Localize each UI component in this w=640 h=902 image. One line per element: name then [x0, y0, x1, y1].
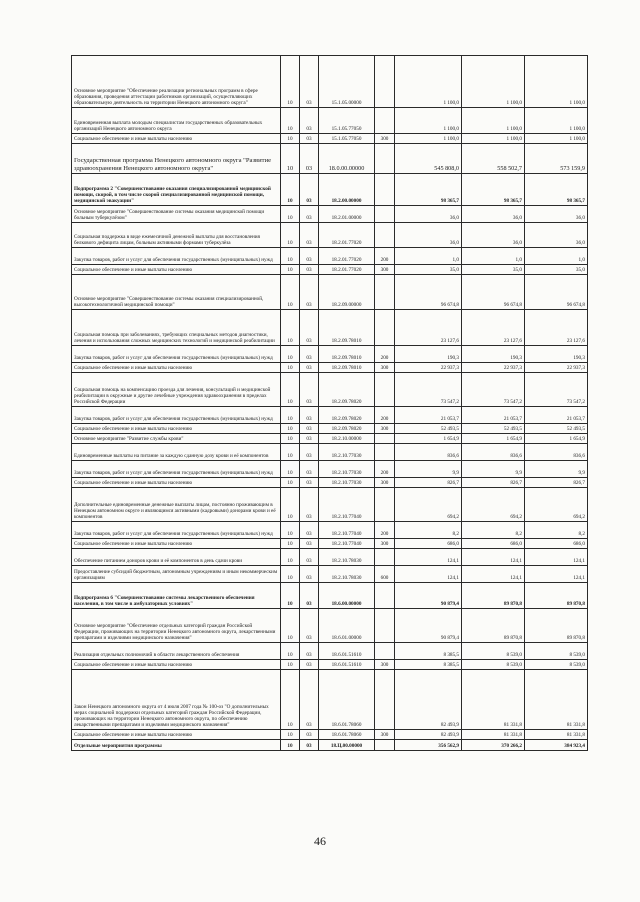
amount-year-2: 36,0 — [462, 206, 525, 223]
subsection-code: 03 — [300, 174, 319, 206]
amount-year-3: 694,2 — [525, 488, 588, 522]
amount-year-1: 1,0 — [395, 248, 462, 265]
amount-year-3: 52 493,5 — [525, 424, 588, 434]
target-article-code: 18.2.09.78010 — [319, 363, 375, 373]
subsection-code: 03 — [300, 265, 319, 275]
section-code: 10 — [281, 660, 300, 670]
section-code: 10 — [281, 549, 300, 566]
amount-year-3: 22 937,3 — [525, 363, 588, 373]
subsection-code: 03 — [300, 539, 319, 549]
expense-type-code — [375, 740, 395, 751]
amount-year-2: 190,3 — [462, 346, 525, 363]
table-row — [72, 223, 588, 248]
amount-year-3: 36,0 — [525, 206, 588, 223]
subsection-code: 03 — [300, 549, 319, 566]
table-row — [72, 488, 588, 522]
table-row — [72, 660, 588, 670]
table-row — [72, 144, 588, 174]
target-article-code: 15.1.05.77050 — [319, 108, 375, 134]
amount-year-3: 81 331,8 — [525, 730, 588, 740]
amount-year-2: 89 870,8 — [462, 609, 525, 643]
section-code: 10 — [281, 56, 300, 108]
expense-type-code — [375, 609, 395, 643]
amount-year-2: 826,7 — [462, 478, 525, 488]
amount-year-1: 1 100,0 — [395, 56, 462, 108]
amount-year-3: 8 539,0 — [525, 660, 588, 670]
row-description: Социальное обеспечение и иные выплаты населению — [72, 134, 281, 144]
row-description: Реализация отдельных полномочий в области лекарственного обеспечения — [72, 643, 281, 660]
table-row — [72, 444, 588, 461]
section-code: 10 — [281, 275, 300, 310]
expense-type-code — [375, 643, 395, 660]
target-article-code: 18.2.10.77030 — [319, 461, 375, 478]
subsection-code: 03 — [300, 248, 319, 265]
expense-type-code: 200 — [375, 407, 395, 424]
subsection-code: 03 — [300, 444, 319, 461]
target-article-code: 18.2.10.77040 — [319, 539, 375, 549]
section-code: 10 — [281, 424, 300, 434]
amount-year-3: 96 674,8 — [525, 275, 588, 310]
target-article-code: 18.2.09.78010 — [319, 310, 375, 346]
table-row — [72, 363, 588, 373]
amount-year-2: 9,9 — [462, 461, 525, 478]
amount-year-2: 8 539,0 — [462, 660, 525, 670]
section-code: 10 — [281, 609, 300, 643]
expense-type-code: 600 — [375, 566, 395, 583]
row-description: Социальное обеспечение и иные выплаты населению — [72, 730, 281, 740]
amount-year-3: 190,3 — [525, 346, 588, 363]
table-row — [72, 434, 588, 444]
table-row — [72, 174, 588, 206]
table-row — [72, 643, 588, 660]
amount-year-2: 370 266,2 — [462, 740, 525, 751]
subsection-code: 03 — [300, 434, 319, 444]
amount-year-1: 82 493,9 — [395, 730, 462, 740]
amount-year-3: 1 654,9 — [525, 434, 588, 444]
amount-year-1: 23 127,6 — [395, 310, 462, 346]
amount-year-1: 52 493,5 — [395, 424, 462, 434]
amount-year-2: 1 654,9 — [462, 434, 525, 444]
amount-year-2: 73 547,2 — [462, 373, 525, 407]
amount-year-3: 8 539,0 — [525, 643, 588, 660]
amount-year-3: 686,0 — [525, 539, 588, 549]
amount-year-1: 98 365,7 — [395, 174, 462, 206]
amount-year-1: 36,0 — [395, 206, 462, 223]
amount-year-3: 36,0 — [525, 223, 588, 248]
row-description: Социальное обеспечение и иные выплаты населению — [72, 265, 281, 275]
expense-type-code — [375, 174, 395, 206]
table-row — [72, 346, 588, 363]
row-description: Социальное обеспечение и иные выплаты населению — [72, 363, 281, 373]
expense-type-code — [375, 549, 395, 566]
amount-year-1: 22 937,3 — [395, 363, 462, 373]
amount-year-3: 1 100,0 — [525, 134, 588, 144]
row-description: Закупка товаров, работ и услуг для обеспечения государственных (муниципальных) нужд — [72, 248, 281, 265]
target-article-code: 15.1.05.77050 — [319, 134, 375, 144]
section-code: 10 — [281, 407, 300, 424]
subsection-code: 03 — [300, 275, 319, 310]
subsection-code: 03 — [300, 478, 319, 488]
section-code: 10 — [281, 539, 300, 549]
section-code: 10 — [281, 434, 300, 444]
amount-year-2: 836,6 — [462, 444, 525, 461]
target-article-code: 18.2.01.77020 — [319, 265, 375, 275]
section-code: 10 — [281, 730, 300, 740]
table-row — [72, 609, 588, 643]
amount-year-3: 573 159,9 — [525, 144, 588, 174]
row-description: Единовременная выплата молодым специалистам государственных образовательных организаций Ненецкого автономного округа — [72, 108, 281, 134]
amount-year-1: 686,0 — [395, 539, 462, 549]
table-row — [72, 206, 588, 223]
amount-year-1: 21 053,7 — [395, 407, 462, 424]
amount-year-1: 1 100,0 — [395, 108, 462, 134]
target-article-code: 18.6.00.00000 — [319, 583, 375, 609]
amount-year-2: 81 331,8 — [462, 670, 525, 730]
expense-type-code — [375, 206, 395, 223]
amount-year-2: 22 937,3 — [462, 363, 525, 373]
amount-year-3: 1,0 — [525, 248, 588, 265]
amount-year-1: 8 385,5 — [395, 643, 462, 660]
expense-type-code — [375, 144, 395, 174]
expense-type-code: 300 — [375, 730, 395, 740]
target-article-code: 18.2.09.00000 — [319, 275, 375, 310]
expense-type-code: 300 — [375, 134, 395, 144]
table-row — [72, 670, 588, 730]
table-row — [72, 730, 588, 740]
section-code: 10 — [281, 174, 300, 206]
table-row — [72, 56, 588, 108]
amount-year-3: 124,1 — [525, 549, 588, 566]
row-description: Социальное обеспечение и иные выплаты населению — [72, 539, 281, 549]
section-code: 10 — [281, 373, 300, 407]
section-code: 10 — [281, 363, 300, 373]
subsection-code: 03 — [300, 461, 319, 478]
amount-year-1: 826,7 — [395, 478, 462, 488]
subsection-code: 03 — [300, 424, 319, 434]
section-code: 10 — [281, 444, 300, 461]
section-code: 10 — [281, 740, 300, 751]
target-article-code: 18.2.10.78030 — [319, 549, 375, 566]
row-description: Обеспечение питанием доноров крови и её компонентов в день сдачи крови — [72, 549, 281, 566]
row-description: Социальное обеспечение и иные выплаты населению — [72, 478, 281, 488]
amount-year-2: 124,1 — [462, 549, 525, 566]
amount-year-3: 23 127,6 — [525, 310, 588, 346]
target-article-code: 15.1.05.00000 — [319, 56, 375, 108]
amount-year-2: 558 502,7 — [462, 144, 525, 174]
row-description: Основное мероприятие "Обеспечение отдельных категорий граждан Российской Федерации, проживающих на территории Ненецкого автономного округа, лекарственными препаратами и изделиями медицинского назначения" — [72, 609, 281, 643]
subsection-code: 03 — [300, 346, 319, 363]
amount-year-2: 8 539,0 — [462, 643, 525, 660]
expense-type-code: 300 — [375, 265, 395, 275]
row-description: Социальная поддержка в виде ежемесячной денежной выплаты для восстановления белкового дефицита лицам, больным активными формами туберкулёза — [72, 223, 281, 248]
amount-year-3: 81 331,8 — [525, 670, 588, 730]
expense-type-code — [375, 434, 395, 444]
row-description: Социальная помощь при заболеваниях, требующих специальных методов диагностики, лечения и использования сложных медицинских технологий и медицинской реабилитации — [72, 310, 281, 346]
target-article-code: 18.2.10.77030 — [319, 478, 375, 488]
target-article-code: 18.2.09.78010 — [319, 346, 375, 363]
subsection-code: 03 — [300, 670, 319, 730]
row-description: Основное мероприятие "Совершенствование системы оказания специализированной, высокотехнологичной медицинской помощи" — [72, 275, 281, 310]
amount-year-1: 356 562,9 — [395, 740, 462, 751]
table-row — [72, 373, 588, 407]
amount-year-1: 73 547,2 — [395, 373, 462, 407]
amount-year-2: 21 053,7 — [462, 407, 525, 424]
target-article-code: 18.2.01.77020 — [319, 223, 375, 248]
table-row — [72, 424, 588, 434]
subsection-code: 03 — [300, 108, 319, 134]
target-article-code: 18.2.10.78030 — [319, 566, 375, 583]
subsection-code: 03 — [300, 373, 319, 407]
amount-year-2: 36,0 — [462, 223, 525, 248]
page-number: 46 — [314, 834, 326, 848]
section-code: 10 — [281, 134, 300, 144]
section-code: 10 — [281, 346, 300, 363]
row-description: Закупка товаров, работ и услуг для обеспечения государственных (муниципальных) нужд — [72, 346, 281, 363]
section-code: 10 — [281, 583, 300, 609]
section-code: 10 — [281, 566, 300, 583]
subsection-code: 03 — [300, 363, 319, 373]
expense-type-code — [375, 56, 395, 108]
amount-year-2: 52 493,5 — [462, 424, 525, 434]
amount-year-3: 35,0 — [525, 265, 588, 275]
amount-year-1: 190,3 — [395, 346, 462, 363]
amount-year-1: 694,2 — [395, 488, 462, 522]
subsection-code: 03 — [300, 583, 319, 609]
target-article-code: 18.2.00.00000 — [319, 174, 375, 206]
amount-year-1: 836,6 — [395, 444, 462, 461]
row-description: Отдельные мероприятия программы — [72, 740, 281, 751]
target-article-code: 18.2.09.78020 — [319, 424, 375, 434]
amount-year-3: 98 365,7 — [525, 174, 588, 206]
target-article-code: 18.2.10.77040 — [319, 522, 375, 539]
amount-year-2: 8,2 — [462, 522, 525, 539]
subsection-code: 03 — [300, 144, 319, 174]
subsection-code: 03 — [300, 740, 319, 751]
section-code: 10 — [281, 144, 300, 174]
expense-type-code: 200 — [375, 248, 395, 265]
budget-rows — [72, 56, 588, 751]
table-row — [72, 407, 588, 424]
subsection-code: 03 — [300, 730, 319, 740]
amount-year-2: 124,1 — [462, 566, 525, 583]
table-row — [72, 310, 588, 346]
subsection-code: 03 — [300, 407, 319, 424]
target-article-code: 18.2.09.78020 — [319, 373, 375, 407]
table-row — [72, 522, 588, 539]
amount-year-2: 694,2 — [462, 488, 525, 522]
subsection-code: 03 — [300, 609, 319, 643]
amount-year-3: 1 100,0 — [525, 108, 588, 134]
row-description: Предоставление субсидий бюджетным, автономным учреждениям и иным некоммерческим организациям — [72, 566, 281, 583]
budget-table — [71, 55, 588, 751]
subsection-code: 03 — [300, 643, 319, 660]
expense-type-code — [375, 108, 395, 134]
subsection-code: 03 — [300, 223, 319, 248]
amount-year-1: 90 879,4 — [395, 583, 462, 609]
expense-type-code — [375, 670, 395, 730]
amount-year-2: 89 870,8 — [462, 583, 525, 609]
section-code: 10 — [281, 643, 300, 660]
subsection-code: 03 — [300, 566, 319, 583]
amount-year-1: 36,0 — [395, 223, 462, 248]
amount-year-1: 82 493,9 — [395, 670, 462, 730]
table-row — [72, 583, 588, 609]
target-article-code: 18.Ц.00.00000 — [319, 740, 375, 751]
subsection-code: 03 — [300, 310, 319, 346]
table-row — [72, 478, 588, 488]
expense-type-code: 300 — [375, 660, 395, 670]
section-code: 10 — [281, 310, 300, 346]
section-code: 10 — [281, 478, 300, 488]
expense-type-code: 200 — [375, 461, 395, 478]
table-row — [72, 566, 588, 583]
section-code: 10 — [281, 206, 300, 223]
amount-year-3: 124,1 — [525, 566, 588, 583]
amount-year-3: 826,7 — [525, 478, 588, 488]
table-row — [72, 265, 588, 275]
amount-year-3: 836,6 — [525, 444, 588, 461]
amount-year-2: 1 100,0 — [462, 108, 525, 134]
amount-year-3: 9,9 — [525, 461, 588, 478]
target-article-code: 18.6.01.78060 — [319, 670, 375, 730]
row-description: Социальная помощь на компенсацию проезда для лечения, консультаций и медицинской реабилитации в окружные и другие лечебные учреждения здравоохранения в пределах Российской Федерации — [72, 373, 281, 407]
target-article-code: 18.6.01.78060 — [319, 730, 375, 740]
expense-type-code — [375, 275, 395, 310]
section-code: 10 — [281, 670, 300, 730]
section-code: 10 — [281, 248, 300, 265]
row-description: Основное мероприятие "Обеспечение реализации региональных программ в сфере образования, проведения аттестации работников организаций, осуществляющих образовательную деятельность на территории Ненецкого автономного округа" — [72, 56, 281, 108]
subsection-code: 03 — [300, 660, 319, 670]
amount-year-1: 124,1 — [395, 549, 462, 566]
expense-type-code: 200 — [375, 522, 395, 539]
section-code: 10 — [281, 522, 300, 539]
amount-year-3: 89 870,8 — [525, 583, 588, 609]
table-row — [72, 248, 588, 265]
section-code: 10 — [281, 461, 300, 478]
expense-type-code: 300 — [375, 363, 395, 373]
table-row — [72, 740, 588, 751]
amount-year-1: 90 879,4 — [395, 609, 462, 643]
row-description: Закупка товаров, работ и услуг для обеспечения государственных (муниципальных) нужд — [72, 522, 281, 539]
expense-type-code: 300 — [375, 539, 395, 549]
expense-type-code — [375, 444, 395, 461]
amount-year-1: 8 385,5 — [395, 660, 462, 670]
amount-year-2: 686,0 — [462, 539, 525, 549]
target-article-code: 18.2.10.00000 — [319, 434, 375, 444]
row-description: Закон Ненецкого автономного округа от 4 июля 2007 года № 100-оз "О дополнительных мерах социальной поддержки отдельных категорий граждан Российской Федерации, проживающих на территории Ненецкого автономного округа, по обеспечению лекарственными препаратами и изделиями медицинского назначения" — [72, 670, 281, 730]
amount-year-3: 89 870,8 — [525, 609, 588, 643]
budget-sheet — [71, 55, 587, 751]
subsection-code: 03 — [300, 56, 319, 108]
amount-year-2: 23 127,6 — [462, 310, 525, 346]
amount-year-1: 1 100,0 — [395, 134, 462, 144]
table-row — [72, 549, 588, 566]
target-article-code: 18.2.10.77040 — [319, 488, 375, 522]
expense-type-code — [375, 488, 395, 522]
section-code: 10 — [281, 265, 300, 275]
amount-year-3: 73 547,2 — [525, 373, 588, 407]
amount-year-3: 21 053,7 — [525, 407, 588, 424]
section-code: 10 — [281, 108, 300, 134]
row-description: Подпрограмма 6 "Совершенствование системы лекарственного обеспечения населения, в том числе в амбулаторных условиях" — [72, 583, 281, 609]
row-description: Закупка товаров, работ и услуг для обеспечения государственных (муниципальных) нужд — [72, 407, 281, 424]
expense-type-code — [375, 373, 395, 407]
amount-year-1: 1 654,9 — [395, 434, 462, 444]
target-article-code: 18.6.01.51610 — [319, 660, 375, 670]
row-description: Единовременные выплаты на питание за каждую сданную дозу крови и её компонентов — [72, 444, 281, 461]
target-article-code: 18.2.01.77020 — [319, 248, 375, 265]
row-description: Подпрограмма 2 "Совершенствование оказания специализированной медицинской помощи, скорой, в том числе скорой специализированной медицинской помощи, медицинской эвакуации" — [72, 174, 281, 206]
amount-year-1: 35,0 — [395, 265, 462, 275]
amount-year-2: 1,0 — [462, 248, 525, 265]
row-description: Социальное обеспечение и иные выплаты населению — [72, 660, 281, 670]
amount-year-2: 1 100,0 — [462, 134, 525, 144]
section-code: 10 — [281, 488, 300, 522]
amount-year-1: 96 674,8 — [395, 275, 462, 310]
row-description: Государственная программа Ненецкого автономного округа "Развитие здравоохранения Ненецкого автономного округа" — [72, 144, 281, 174]
target-article-code: 18.2.10.77030 — [319, 444, 375, 461]
table-row — [72, 539, 588, 549]
amount-year-3: 384 923,4 — [525, 740, 588, 751]
table-row — [72, 461, 588, 478]
amount-year-1: 8,2 — [395, 522, 462, 539]
table-row — [72, 108, 588, 134]
subsection-code: 03 — [300, 134, 319, 144]
target-article-code: 18.6.01.00000 — [319, 609, 375, 643]
subsection-code: 03 — [300, 206, 319, 223]
amount-year-1: 124,1 — [395, 566, 462, 583]
amount-year-2: 35,0 — [462, 265, 525, 275]
row-description: Основное мероприятие "Совершенствование системы оказания медицинской помощи больным туберкулёзом" — [72, 206, 281, 223]
amount-year-2: 96 674,8 — [462, 275, 525, 310]
amount-year-1: 545 808,0 — [395, 144, 462, 174]
table-row — [72, 275, 588, 310]
expense-type-code — [375, 310, 395, 346]
expense-type-code — [375, 583, 395, 609]
amount-year-3: 1 100,0 — [525, 56, 588, 108]
subsection-code: 03 — [300, 522, 319, 539]
row-description: Закупка товаров, работ и услуг для обеспечения государственных (муниципальных) нужд — [72, 461, 281, 478]
amount-year-2: 98 365,7 — [462, 174, 525, 206]
row-description: Основное мероприятие "Развитие службы крови" — [72, 434, 281, 444]
amount-year-3: 8,2 — [525, 522, 588, 539]
row-description: Дополнительные единовременные денежные выплаты лицам, постоянно проживающим в Ненецком автономном округе и являющимся активными (кадровыми) донорами крови и её компонентов — [72, 488, 281, 522]
expense-type-code — [375, 223, 395, 248]
amount-year-2: 1 100,0 — [462, 56, 525, 108]
target-article-code: 18.0.00.00000 — [319, 144, 375, 174]
amount-year-2: 81 331,8 — [462, 730, 525, 740]
row-description: Социальное обеспечение и иные выплаты населению — [72, 424, 281, 434]
subsection-code: 03 — [300, 488, 319, 522]
expense-type-code: 300 — [375, 478, 395, 488]
target-article-code: 18.2.09.78020 — [319, 407, 375, 424]
expense-type-code: 200 — [375, 346, 395, 363]
target-article-code: 18.6.01.51610 — [319, 643, 375, 660]
expense-type-code: 300 — [375, 424, 395, 434]
section-code: 10 — [281, 223, 300, 248]
target-article-code: 18.2.01.00000 — [319, 206, 375, 223]
table-row — [72, 134, 588, 144]
amount-year-1: 9,9 — [395, 461, 462, 478]
